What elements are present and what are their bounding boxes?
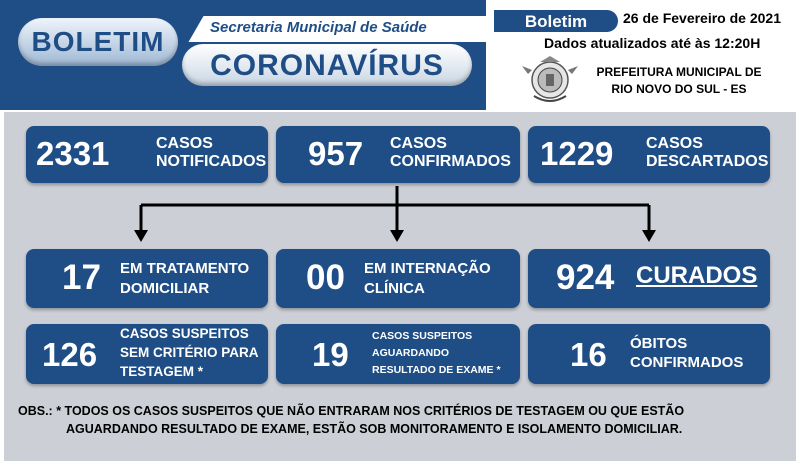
descartados-label-1: CASOS (646, 135, 703, 152)
prefeitura-line1: PREFEITURA MUNICIPAL DE (596, 65, 762, 79)
internacao-value: 00 (306, 258, 345, 297)
boletim-tag-label: Boletim (524, 12, 588, 31)
card-obitos (528, 324, 770, 384)
card-tratamento-domiciliar (26, 249, 268, 308)
confirmados-label-2: CONFIRMADOS (390, 153, 511, 170)
notificados-value: 2331 (36, 135, 110, 172)
notificados-label-2: NOTIFICADOS (156, 153, 267, 170)
obitos-label-1: ÓBITOS (630, 335, 688, 352)
card-internacao-clinica (276, 249, 520, 308)
card-casos-notificados (26, 126, 268, 183)
sem-criterio-label-1: CASOS SUSPEITOS (120, 326, 249, 341)
tratamento-label-2: DOMICILIAR (120, 280, 210, 297)
confirmados-value: 957 (308, 135, 364, 172)
notificados-label-1: CASOS (156, 135, 213, 152)
aguardando-value: 19 (312, 336, 349, 373)
card-sem-criterio (26, 324, 268, 384)
internacao-label-1: EM INTERNAÇÃO (364, 260, 491, 277)
header-banner (0, 0, 486, 110)
updated-time: Dados atualizados até às 12:20H (544, 35, 761, 51)
observation-line1: OBS.: * TODOS OS CASOS SUSPEITOS QUE NÃO ENTRARAM NOS CRITÉRIOS DE TESTAGEM OU QUE ESTÃO (18, 404, 685, 418)
obitos-label-2: CONFIRMADOS (630, 354, 744, 371)
observation-line2: AGUARDANDO RESULTADO DE EXAME, ESTÃO SOB MONITORAMENTO E ISOLAMENTO DOMICILIAR. (66, 422, 683, 436)
secretaria-label: Secretaria Municipal de Saúde (210, 19, 427, 36)
coronavirus-badge (182, 44, 472, 86)
aguardando-label-2: AGUARDANDO (372, 347, 449, 359)
confirmados-label-1: CASOS (390, 135, 447, 152)
boletim-badge (18, 18, 178, 66)
tratamento-value: 17 (62, 258, 101, 297)
curados-value: 924 (556, 258, 615, 297)
curados-label: CURADOS (636, 262, 758, 289)
prefeitura-line2: RIO NOVO DO SUL - ES (611, 82, 747, 96)
card-casos-confirmados (276, 126, 520, 183)
observation-note (18, 402, 793, 438)
internacao-label-2: CLÍNICA (364, 280, 425, 297)
sem-criterio-label-2: SEM CRITÉRIO PARA (120, 345, 259, 360)
tratamento-label-1: EM TRATAMENTO (120, 260, 250, 277)
boletim-title: BOLETIM (31, 26, 165, 57)
descartados-label-2: DESCARTADOS (646, 153, 769, 170)
boletim-tag (494, 10, 618, 32)
descartados-value: 1229 (540, 135, 614, 172)
obitos-value: 16 (570, 336, 607, 373)
sem-criterio-label-3: TESTAGEM * (120, 364, 204, 379)
sem-criterio-value: 126 (42, 336, 98, 373)
coronavirus-title: CORONAVÍRUS (210, 49, 444, 82)
card-casos-descartados (528, 126, 770, 183)
aguardando-label-3: RESULTADO DE EXAME * (372, 364, 501, 376)
prefeitura-label (584, 64, 774, 98)
card-aguardando-exame (276, 324, 520, 384)
card-curados (528, 249, 770, 308)
report-date: 26 de Fevereiro de 2021 (623, 10, 781, 26)
coat-of-arms-icon (522, 56, 578, 106)
aguardando-label-1: CASOS SUSPEITOS (372, 330, 473, 342)
